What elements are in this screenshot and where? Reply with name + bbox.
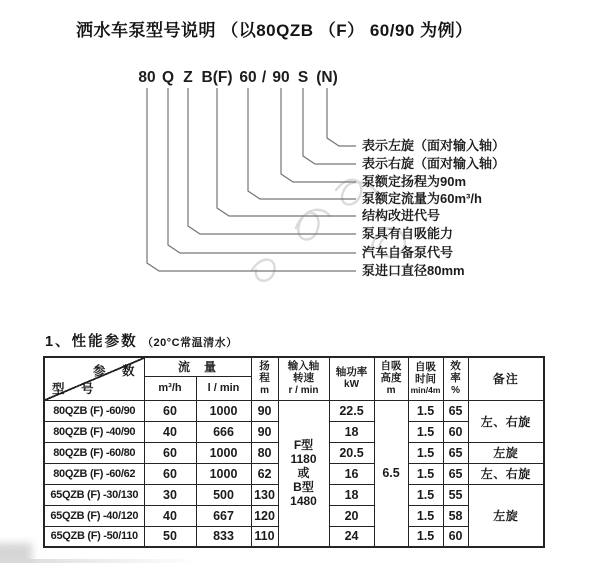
header-suction-height-line2: 高度 [380,372,402,385]
header-speed-unit: r / min [288,384,319,396]
header-suction-time-unit: min/4m [410,384,441,395]
suction-time-cell: 1.5 [408,463,443,484]
header-power-line1: 轴功率 [335,366,368,379]
header-efficiency-char2: 率 [450,372,461,385]
head-cell: 62 [251,463,278,484]
flow-m3h-cell: 60 [144,400,196,421]
model-code [138,69,337,86]
model-cell: 65QZB (F) -40/120 [44,505,144,526]
code-part-90: 90 [272,69,290,86]
remark-cell: 左、右旋 [468,463,544,484]
power-cell: 18 [329,421,374,442]
header-param-label: 参 数 [92,364,137,378]
flow-m3h-cell: 30 [144,484,196,505]
flow-m3h-cell: 40 [144,421,196,442]
header-flow-m3h: m³/h [144,376,196,400]
code-part-60: 60 [239,69,257,86]
flow-m3h-cell: 60 [144,463,196,484]
head-cell: 110 [251,526,278,547]
code-part-z: Z [183,69,193,86]
header-model-label: 型 号 [52,381,96,396]
header-remark: 备注 [468,357,544,400]
suction-time-cell: 1.5 [408,484,443,505]
flow-lmin-cell: 833 [196,526,251,547]
model-cell: 80QZB (F) -60/90 [44,400,144,421]
code-part-n: (N) [316,69,338,86]
header-head-char1: 扬 [259,360,270,373]
flow-lmin-cell: 666 [196,421,251,442]
header-suction-time-line1: 自吸 [415,361,437,374]
suction-time-cell: 1.5 [408,400,443,421]
speed-line2: 1180 [290,452,317,467]
header-suction-time [408,357,443,400]
efficiency-cell: 60 [443,421,468,442]
head-cell: 80 [251,442,278,463]
efficiency-cell: 65 [443,442,468,463]
model-code-diagram [0,58,604,290]
code-part-80: 80 [138,69,156,86]
connector-line-n [327,88,356,146]
power-cell: 18 [329,484,374,505]
label-rated-flow: 泵额定流量为60m³/h [362,191,482,206]
connector-line-q [168,88,356,253]
connector-line-s [303,88,356,164]
header-efficiency [443,357,468,400]
header-suction-height-unit: m [386,384,396,396]
flow-lmin-cell: 1000 [196,442,251,463]
remark-cell: 左旋 [468,484,544,547]
speed-line1: F型 [293,437,314,452]
power-cell: 22.5 [329,400,374,421]
remark-cell: 左旋 [468,442,544,463]
power-cell: 24 [329,526,374,547]
code-part-bf: B(F) [201,69,233,86]
section-heading [45,330,238,351]
efficiency-cell: 65 [443,463,468,484]
model-cell: 80QZB (F) -40/90 [44,421,144,442]
label-self-priming: 泵具有自吸能力 [362,226,454,241]
code-part-q: Q [161,69,175,86]
connector-lines [147,88,356,271]
scan-smudge-edge [0,559,200,563]
connector-line-90 [281,88,356,182]
header-speed-line2: 转速 [293,372,315,385]
model-cell: 80QZB (F) -60/62 [44,463,144,484]
label-right-rotation: 表示右旋（面对输入轴） [362,156,506,171]
efficiency-cell: 58 [443,505,468,526]
input-speed-cell [278,400,329,547]
code-part-s: S [297,69,309,86]
label-structure-code: 结构改进代号 [362,208,441,223]
flow-lmin-cell: 1000 [196,463,251,484]
model-cell: 65QZB (F) -30/130 [44,484,144,505]
model-cell: 80QZB (F) -60/80 [44,442,144,463]
table-row [44,400,544,421]
label-rated-head: 泵额定扬程为90m [362,174,467,189]
header-flow-lmin: l / min [196,376,251,400]
connector-line-bf [217,88,356,216]
head-cell: 120 [251,505,278,526]
remark-cell: 左、右旋 [468,400,544,442]
header-input-speed [278,357,329,400]
speed-line4: B型 [293,480,314,495]
page-title: 洒水车泵型号说明 （以80QZB （F） 60/90 为例） [76,21,473,40]
suction-height-cell: 6.5 [374,400,408,547]
suction-time-cell: 1.5 [408,505,443,526]
header-suction-time-line2: 时间 [415,372,437,385]
speed-line5: 1480 [290,494,317,509]
header-power-unit: kW [344,379,360,391]
header-suction-height [374,357,408,400]
efficiency-cell: 65 [443,400,468,421]
flow-lmin-cell: 1000 [196,400,251,421]
speed-line3: 或 [297,466,310,481]
suction-time-cell: 1.5 [408,421,443,442]
head-cell: 90 [251,421,278,442]
power-cell: 20.5 [329,442,374,463]
flow-m3h-cell: 40 [144,505,196,526]
code-explanations [362,138,505,278]
efficiency-cell: 60 [443,526,468,547]
suction-time-cell: 1.5 [408,526,443,547]
section-title: 性能参数 [71,334,138,350]
label-inlet-diameter: 泵进口直径80mm [362,263,465,278]
header-speed-line1: 输入轴 [287,360,320,373]
head-cell: 130 [251,484,278,505]
power-cell: 16 [329,463,374,484]
connector-line-80 [147,88,356,271]
code-part-slash: / [261,69,267,86]
flow-lmin-cell: 500 [196,484,251,505]
header-head-unit: m [260,384,269,396]
connector-line-z [188,88,356,234]
label-vehicle-pump: 汽车自备泵代号 [362,245,454,260]
flow-m3h-cell: 60 [144,442,196,463]
header-head-char2: 程 [259,372,270,385]
header-shaft-power [329,357,374,400]
performance-table [43,356,545,548]
header-suction-height-line1: 自吸 [380,360,402,373]
header-efficiency-char1: 效 [450,360,461,373]
header-head [251,357,278,400]
model-cell: 65QZB (F) -50/110 [44,526,144,547]
section-condition: （20°C常温清水） [142,337,238,349]
section-number: 1、 [45,334,72,350]
suction-time-cell: 1.5 [408,442,443,463]
label-left-rotation: 表示左旋（面对输入轴） [362,138,506,153]
efficiency-cell: 55 [443,484,468,505]
header-efficiency-unit: % [451,384,460,396]
flow-lmin-cell: 667 [196,505,251,526]
header-model-param [44,357,144,400]
flow-m3h-cell: 50 [144,526,196,547]
header-flow: 流 量 [144,357,251,376]
head-cell: 90 [251,400,278,421]
power-cell: 20 [329,505,374,526]
